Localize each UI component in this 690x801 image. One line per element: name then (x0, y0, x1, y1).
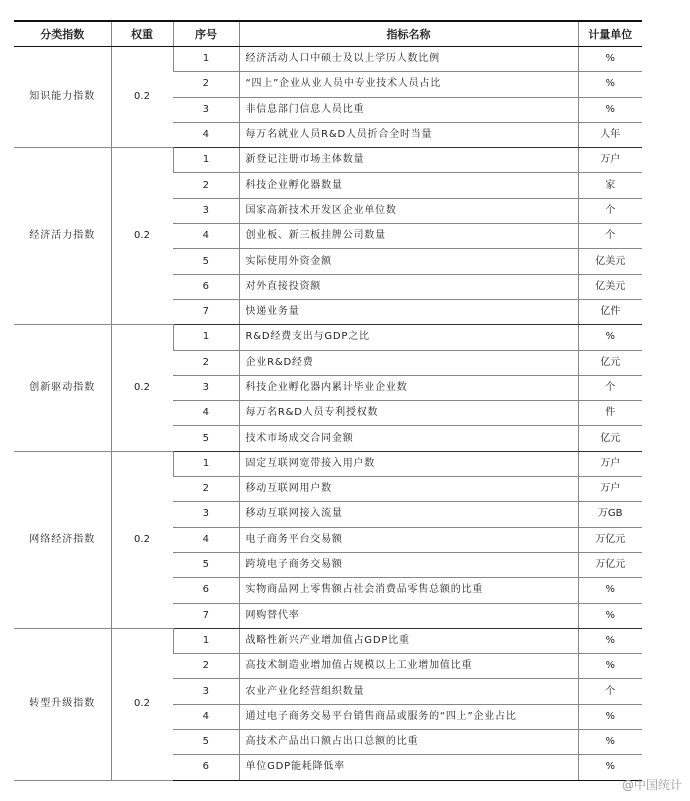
table-row (14, 148, 642, 173)
unit-cell: 亿元 (578, 426, 642, 451)
name-cell: 每万名就业人员R&D人员折合全时当量 (239, 122, 578, 147)
seq-cell: 2 (173, 350, 239, 375)
unit-cell: % (578, 97, 642, 122)
seq-cell: 1 (173, 148, 239, 173)
name-cell: 新登记注册市场主体数量 (239, 148, 578, 173)
category-cell: 网络经济指数 (14, 451, 111, 628)
name-cell: 固定互联网宽带接入用户数 (239, 451, 578, 476)
unit-cell: 亿元 (578, 350, 642, 375)
name-cell: 高技术制造业增加值占规模以上工业增加值比重 (239, 654, 578, 679)
unit-cell: 亿件 (578, 299, 642, 324)
seq-cell: 4 (173, 224, 239, 249)
unit-cell: 个 (578, 198, 642, 223)
name-cell: 农业产业化经营组织数量 (239, 679, 578, 704)
indicator-table (14, 20, 642, 781)
name-cell: 每万名R&D人员专利授权数 (239, 401, 578, 426)
header-weight: 权重 (111, 21, 173, 47)
seq-cell: 2 (173, 173, 239, 198)
seq-cell: 1 (173, 47, 239, 72)
header-name: 指标名称 (239, 21, 578, 47)
name-cell: 移动互联网接入流量 (239, 502, 578, 527)
name-cell: 实际使用外资金额 (239, 249, 578, 274)
unit-cell: % (578, 47, 642, 72)
unit-cell: 个 (578, 679, 642, 704)
unit-cell: % (578, 72, 642, 97)
name-cell: R&D经费支出与GDP之比 (239, 325, 578, 350)
seq-cell: 5 (173, 552, 239, 577)
weight-cell: 0.2 (111, 325, 173, 451)
unit-cell: % (578, 325, 642, 350)
name-cell: 电子商务平台交易额 (239, 527, 578, 552)
unit-cell: 个 (578, 224, 642, 249)
category-cell: 知识能力指数 (14, 47, 111, 148)
name-cell: 通过电子商务交易平台销售商品或服务的“四上”企业占比 (239, 704, 578, 729)
seq-cell: 3 (173, 679, 239, 704)
name-cell: 技术市场成交合同金额 (239, 426, 578, 451)
unit-cell: % (578, 603, 642, 628)
table-row (14, 47, 642, 72)
name-cell: 移动互联网用户数 (239, 477, 578, 502)
name-cell: 跨境电子商务交易额 (239, 552, 578, 577)
name-cell: 单位GDP能耗降低率 (239, 755, 578, 780)
unit-cell: % (578, 628, 642, 653)
name-cell: 经济活动人口中硕士及以上学历人数比例 (239, 47, 578, 72)
seq-cell: 3 (173, 502, 239, 527)
unit-cell: 个 (578, 375, 642, 400)
unit-cell: 家 (578, 173, 642, 198)
seq-cell: 3 (173, 375, 239, 400)
header-row (14, 21, 642, 47)
seq-cell: 4 (173, 527, 239, 552)
unit-cell: 件 (578, 401, 642, 426)
name-cell: 网购替代率 (239, 603, 578, 628)
name-cell: 战略性新兴产业增加值占GDP比重 (239, 628, 578, 653)
name-cell: 科技企业孵化器内累计毕业企业数 (239, 375, 578, 400)
seq-cell: 5 (173, 730, 239, 755)
unit-cell: 万户 (578, 477, 642, 502)
seq-cell: 4 (173, 704, 239, 729)
name-cell: 科技企业孵化器数量 (239, 173, 578, 198)
seq-cell: 5 (173, 249, 239, 274)
name-cell: “四上”企业从业人员中专业技术人员占比 (239, 72, 578, 97)
unit-cell: % (578, 654, 642, 679)
unit-cell: 万户 (578, 148, 642, 173)
seq-cell: 4 (173, 122, 239, 147)
name-cell: 创业板、新三板挂牌公司数量 (239, 224, 578, 249)
category-cell: 经济活力指数 (14, 148, 111, 325)
name-cell: 高技术产品出口额占出口总额的比重 (239, 730, 578, 755)
seq-cell: 1 (173, 451, 239, 476)
seq-cell: 5 (173, 426, 239, 451)
name-cell: 对外直接投资额 (239, 274, 578, 299)
seq-cell: 2 (173, 654, 239, 679)
unit-cell: 人年 (578, 122, 642, 147)
name-cell: 国家高新技术开发区企业单位数 (239, 198, 578, 223)
unit-cell: % (578, 730, 642, 755)
unit-cell: 亿美元 (578, 274, 642, 299)
seq-cell: 3 (173, 198, 239, 223)
weight-cell: 0.2 (111, 148, 173, 325)
name-cell: 企业R&D经费 (239, 350, 578, 375)
header-category: 分类指数 (14, 21, 111, 47)
seq-cell: 1 (173, 628, 239, 653)
table-body (14, 47, 642, 781)
unit-cell: 万户 (578, 451, 642, 476)
category-cell: 创新驱动指数 (14, 325, 111, 451)
seq-cell: 4 (173, 401, 239, 426)
name-cell: 实物商品网上零售额占社会消费品零售总额的比重 (239, 578, 578, 603)
header-seq: 序号 (173, 21, 239, 47)
unit-cell: 万亿元 (578, 552, 642, 577)
unit-cell: % (578, 755, 642, 780)
table-row (14, 628, 642, 653)
seq-cell: 2 (173, 72, 239, 97)
header-unit: 计量单位 (578, 21, 642, 47)
name-cell: 快递业务量 (239, 299, 578, 324)
seq-cell: 3 (173, 97, 239, 122)
seq-cell: 6 (173, 274, 239, 299)
seq-cell: 2 (173, 477, 239, 502)
seq-cell: 1 (173, 325, 239, 350)
seq-cell: 6 (173, 755, 239, 780)
unit-cell: % (578, 578, 642, 603)
weight-cell: 0.2 (111, 628, 173, 780)
name-cell: 非信息部门信息人员比重 (239, 97, 578, 122)
weight-cell: 0.2 (111, 451, 173, 628)
watermark: @中国统计 (621, 778, 682, 792)
category-cell: 转型升级指数 (14, 628, 111, 780)
seq-cell: 6 (173, 578, 239, 603)
seq-cell: 7 (173, 603, 239, 628)
table-row (14, 325, 642, 350)
unit-cell: 亿美元 (578, 249, 642, 274)
weight-cell: 0.2 (111, 47, 173, 148)
seq-cell: 7 (173, 299, 239, 324)
unit-cell: 万亿元 (578, 527, 642, 552)
unit-cell: % (578, 704, 642, 729)
unit-cell: 万GB (578, 502, 642, 527)
table-row (14, 451, 642, 476)
